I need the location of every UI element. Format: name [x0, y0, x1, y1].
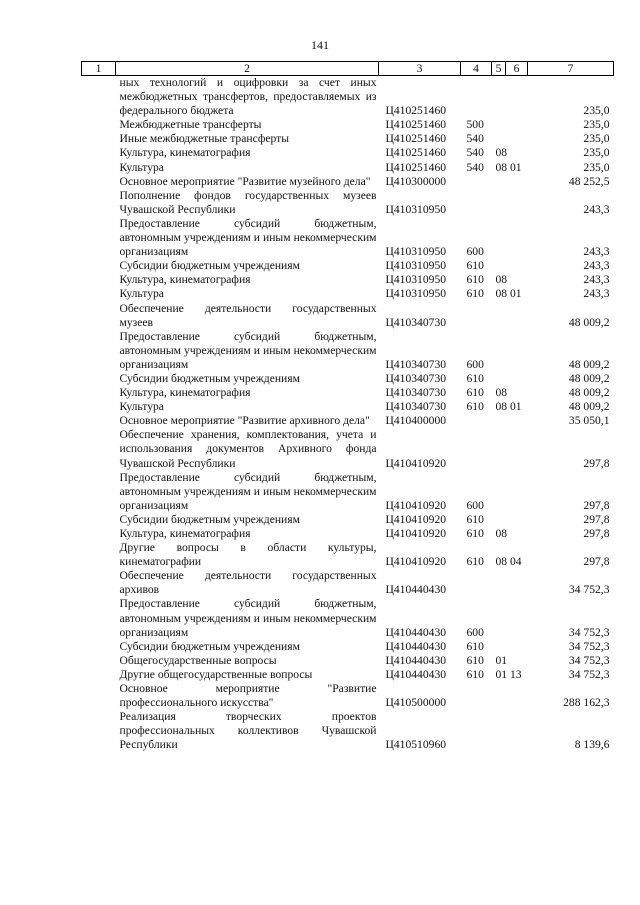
row-name-cell: Предоставление субсидий бюджетным, автономным учреждениям и иным некоммерческим организациям	[119, 329, 377, 371]
table-row	[82, 654, 614, 668]
row-section-cell	[492, 569, 528, 597]
table-row	[82, 161, 614, 175]
row-number-cell	[82, 710, 116, 752]
row-section-cell: 08	[495, 527, 508, 540]
row-name-cell: Реализация творческих проектов профессиональных коллективов Чувашской Республики	[119, 710, 377, 752]
row-name-cell: Основное мероприятие "Развитие архивного дела"	[119, 414, 370, 428]
table-row	[82, 273, 614, 287]
row-name-cell: Культура	[119, 160, 164, 174]
row-section-cell	[492, 414, 528, 428]
row-amount-cell: 297,8	[583, 498, 610, 512]
row-name-cell: Предоставление субсидий бюджетным, автономным учреждениям и иным некоммерческим организациям	[119, 216, 377, 259]
table-row	[82, 217, 614, 259]
table-row	[82, 330, 614, 372]
row-code-cell: Ц410410920	[385, 555, 447, 569]
row-code-cell: Ц410410920	[385, 456, 447, 470]
row-vr-cell: 610	[466, 653, 484, 667]
row-name-cell: Межбюджетные трансферты	[119, 118, 262, 132]
row-number-cell	[82, 132, 116, 146]
row-section-cell: 01	[495, 653, 508, 667]
row-vr-cell: 610	[466, 371, 484, 385]
row-name-cell: Субсидии бюджетным учреждениям	[119, 371, 300, 385]
row-vr-cell: 610	[466, 639, 484, 653]
row-section-cell	[492, 513, 528, 527]
row-section-cell	[492, 372, 528, 386]
row-code-cell: Ц410440430	[385, 639, 447, 653]
row-name-cell: Общегосударственные вопросы	[119, 653, 277, 667]
row-code-cell: Ц410440430	[385, 583, 447, 597]
row-name-cell: Культура, кинематография	[119, 527, 251, 540]
table-row	[82, 428, 614, 470]
row-section-cell	[492, 330, 528, 372]
row-amount-cell: 34 752,3	[568, 639, 610, 653]
row-number-cell	[82, 287, 116, 301]
row-number-cell	[82, 118, 116, 132]
table-row	[82, 471, 614, 513]
row-number-cell	[82, 146, 116, 160]
row-name-cell: Субсидии бюджетным учреждениям	[119, 639, 300, 653]
row-amount-cell: 288 162,3	[563, 696, 610, 710]
row-vr-cell: 540	[466, 146, 484, 160]
row-section-cell	[492, 471, 528, 513]
row-section-cell	[492, 302, 528, 330]
row-vr-cell: 610	[466, 527, 484, 540]
row-number-cell	[82, 273, 116, 287]
row-amount-cell: 34 752,3	[568, 653, 610, 667]
row-vr-cell: 600	[466, 625, 484, 639]
row-number-cell	[82, 372, 116, 386]
table-row	[82, 682, 614, 710]
table-row	[82, 400, 614, 414]
row-vr-cell: 610	[466, 400, 484, 414]
row-amount-cell: 235,0	[583, 160, 610, 174]
row-number-cell	[82, 668, 116, 682]
row-amount-cell: 48 009,2	[568, 315, 610, 329]
row-section-cell	[492, 710, 528, 752]
row-vr-cell: 610	[466, 273, 484, 287]
row-number-cell	[82, 527, 116, 541]
table-header-row	[82, 62, 614, 76]
row-vr-cell: 610	[466, 259, 484, 273]
row-code-cell: Ц410310950	[385, 202, 447, 216]
row-section-cell	[492, 76, 528, 119]
header-cell-4: 4	[461, 62, 492, 76]
row-amount-cell: 297,8	[583, 512, 610, 526]
row-amount-cell: 297,8	[583, 555, 610, 569]
row-section-cell	[492, 175, 528, 189]
table-row	[82, 414, 614, 428]
row-number-cell	[82, 541, 116, 569]
table-row	[82, 668, 614, 682]
row-number-cell	[82, 400, 116, 414]
row-code-cell: Ц410440430	[385, 625, 447, 639]
row-section-cell	[492, 189, 528, 217]
row-section-cell: 01 13	[495, 667, 522, 681]
table-row	[82, 372, 614, 386]
row-code-cell: Ц410251460	[385, 160, 447, 174]
row-code-cell: Ц410340730	[385, 315, 447, 329]
row-section-cell	[492, 682, 528, 710]
row-code-cell: Ц410251460	[385, 104, 447, 118]
row-amount-cell: 243,3	[583, 202, 610, 216]
row-vr-cell: 540	[466, 160, 484, 174]
row-name-cell: Другие вопросы в области культуры, кинематографии	[119, 541, 377, 569]
row-amount-cell: 243,3	[583, 273, 610, 287]
row-number-cell	[82, 76, 116, 119]
row-code-cell: Ц410251460	[385, 118, 447, 132]
row-code-cell: Ц410340730	[385, 357, 447, 371]
row-code-cell: Ц410251460	[385, 146, 447, 160]
header-cell-7: 7	[528, 62, 614, 76]
row-code-cell: Ц410251460	[385, 132, 447, 146]
table-row	[82, 640, 614, 654]
row-amount-cell: 297,8	[583, 527, 610, 540]
row-name-cell: Культура	[119, 400, 164, 414]
table-row	[82, 513, 614, 527]
row-amount-cell: 243,3	[583, 287, 610, 301]
row-name-cell: Культура, кинематография	[119, 273, 251, 287]
row-number-cell	[82, 640, 116, 654]
row-number-cell	[82, 189, 116, 217]
row-name-cell: Предоставление субсидий бюджетным, автономным учреждениям и иным некоммерческим организациям	[119, 597, 377, 639]
row-name-cell: Обеспечение деятельности государственных архивов	[119, 569, 377, 597]
header-cell-3: 3	[379, 62, 461, 76]
row-section-cell	[492, 640, 528, 654]
row-code-cell: Ц410510960	[385, 738, 447, 752]
row-amount-cell: 235,0	[583, 132, 610, 146]
row-section-cell	[492, 597, 528, 639]
row-section-cell: 08	[495, 273, 508, 287]
row-number-cell	[82, 428, 116, 470]
row-number-cell	[82, 217, 116, 259]
row-amount-cell: 8 139,6	[574, 738, 610, 752]
row-name-cell: Иные межбюджетные трансферты	[119, 132, 290, 146]
row-name-cell: Обеспечение хранения, комплектования, учета и использования документов Архивного фонда Чувашской Республики	[119, 428, 377, 470]
row-section-cell	[492, 118, 528, 132]
row-vr-cell: 600	[466, 357, 484, 371]
table-row	[82, 146, 614, 160]
row-number-cell	[82, 654, 116, 668]
row-number-cell	[82, 386, 116, 400]
row-code-cell: Ц410310950	[385, 245, 447, 259]
row-vr-cell: 500	[466, 118, 484, 132]
row-number-cell	[82, 414, 116, 428]
row-number-cell	[82, 302, 116, 330]
row-code-cell: Ц410410920	[385, 512, 447, 526]
row-name-cell: Субсидии бюджетным учреждениям	[119, 512, 300, 526]
row-code-cell: Ц410310950	[385, 287, 447, 301]
row-code-cell: Ц410310950	[385, 273, 447, 287]
row-section-cell: 08 01	[495, 400, 522, 414]
row-number-cell	[82, 682, 116, 710]
row-name-cell: Другие общегосударственные вопросы	[119, 667, 313, 681]
row-amount-cell: 48 009,2	[568, 386, 610, 400]
row-amount-cell: 235,0	[583, 104, 610, 118]
row-number-cell	[82, 471, 116, 513]
header-cell-2: 2	[116, 62, 379, 76]
row-amount-cell: 34 752,3	[568, 625, 610, 639]
row-amount-cell: 243,3	[583, 245, 610, 259]
table-row	[82, 259, 614, 273]
table-row	[82, 569, 614, 597]
row-vr-cell: 610	[466, 386, 484, 400]
row-section-cell: 08 01	[495, 287, 522, 301]
row-vr-cell	[461, 414, 492, 428]
row-code-cell: Ц410340730	[385, 371, 447, 385]
row-vr-cell	[461, 175, 492, 189]
table-row	[82, 710, 614, 752]
table-row	[82, 597, 614, 639]
row-vr-cell	[461, 189, 492, 217]
row-vr-cell: 610	[466, 512, 484, 526]
row-name-cell: Основное мероприятие "Развитие музейного дела"	[119, 174, 371, 188]
row-amount-cell: 243,3	[583, 259, 610, 273]
row-name-cell: Пополнение фондов государственных музеев Чувашской Республики	[119, 188, 377, 216]
row-name-cell: Обеспечение деятельности государственных музеев	[119, 301, 377, 329]
row-vr-cell	[461, 302, 492, 330]
row-amount-cell: 35 050,1	[568, 414, 610, 428]
row-amount-cell: 235,0	[583, 118, 610, 132]
row-code-cell: Ц410410920	[385, 527, 447, 540]
header-cell-5: 5	[492, 62, 506, 76]
row-name-cell: ных технологий и оцифровки за счет иных межбюджетных трансфертов, предоставляемых из федерального бюджета	[119, 76, 377, 118]
table-row	[82, 132, 614, 146]
row-section-cell: 08 01	[495, 160, 522, 174]
row-amount-cell: 34 752,3	[568, 583, 610, 597]
row-number-cell	[82, 259, 116, 273]
budget-table	[81, 61, 614, 753]
row-amount-cell: 297,8	[583, 456, 610, 470]
table-row	[82, 76, 614, 119]
row-name-cell: Субсидии бюджетным учреждениям	[119, 259, 300, 273]
row-number-cell	[82, 161, 116, 175]
header-cell-6: 6	[506, 62, 528, 76]
row-amount-cell: 48 009,2	[568, 371, 610, 385]
row-number-cell	[82, 569, 116, 597]
row-name-cell: Культура	[119, 287, 164, 301]
row-vr-cell: 600	[466, 498, 484, 512]
row-vr-cell	[461, 710, 492, 752]
table-row	[82, 386, 614, 400]
row-vr-cell	[461, 428, 492, 470]
row-code-cell: Ц410410920	[385, 498, 447, 512]
row-code-cell: Ц410440430	[385, 653, 447, 667]
row-amount-cell: 48 009,2	[568, 357, 610, 371]
row-code-cell: Ц410440430	[385, 667, 447, 681]
row-section-cell	[492, 132, 528, 146]
row-vr-cell: 540	[466, 132, 484, 146]
row-vr-cell: 610	[466, 287, 484, 301]
row-name-cell: Культура, кинематография	[119, 386, 251, 400]
table-row	[82, 189, 614, 217]
row-vr-cell	[461, 569, 492, 597]
row-section-cell: 08	[495, 146, 508, 160]
table-row	[82, 541, 614, 569]
row-section-cell	[492, 428, 528, 470]
table-row	[82, 287, 614, 301]
row-name-cell: Предоставление субсидий бюджетным, автономным учреждениям и иным некоммерческим организациям	[119, 470, 377, 512]
row-section-cell: 08	[495, 386, 508, 400]
row-vr-cell: 610	[466, 667, 484, 681]
row-number-cell	[82, 597, 116, 639]
table-row	[82, 527, 614, 541]
row-section-cell: 08 04	[495, 555, 522, 569]
row-code-cell: Ц410310950	[385, 259, 447, 273]
row-number-cell	[82, 330, 116, 372]
row-amount-cell: 48 009,2	[568, 400, 610, 414]
table-row	[82, 175, 614, 189]
row-code-cell: Ц410340730	[385, 400, 447, 414]
page-number: 141	[311, 38, 329, 52]
row-vr-cell: 610	[466, 555, 484, 569]
row-vr-cell	[461, 682, 492, 710]
row-number-cell	[82, 513, 116, 527]
header-cell-1: 1	[82, 62, 116, 76]
row-vr-cell	[461, 76, 492, 119]
row-amount-cell: 34 752,3	[568, 667, 610, 681]
row-section-cell	[492, 259, 528, 273]
table-row	[82, 302, 614, 330]
row-amount-cell: 48 252,5	[568, 174, 610, 188]
row-name-cell: Основное мероприятие "Развитие профессионального искусства"	[119, 682, 377, 710]
row-amount-cell: 235,0	[583, 146, 610, 160]
row-section-cell	[492, 217, 528, 259]
row-number-cell	[82, 175, 116, 189]
row-code-cell: Ц410340730	[385, 386, 447, 400]
row-code-cell: Ц410300000	[385, 174, 447, 188]
row-vr-cell: 600	[466, 245, 484, 259]
row-code-cell: Ц410400000	[385, 414, 447, 428]
row-name-cell: Культура, кинематография	[119, 146, 251, 160]
table-row	[82, 118, 614, 132]
row-code-cell: Ц410500000	[385, 696, 447, 710]
